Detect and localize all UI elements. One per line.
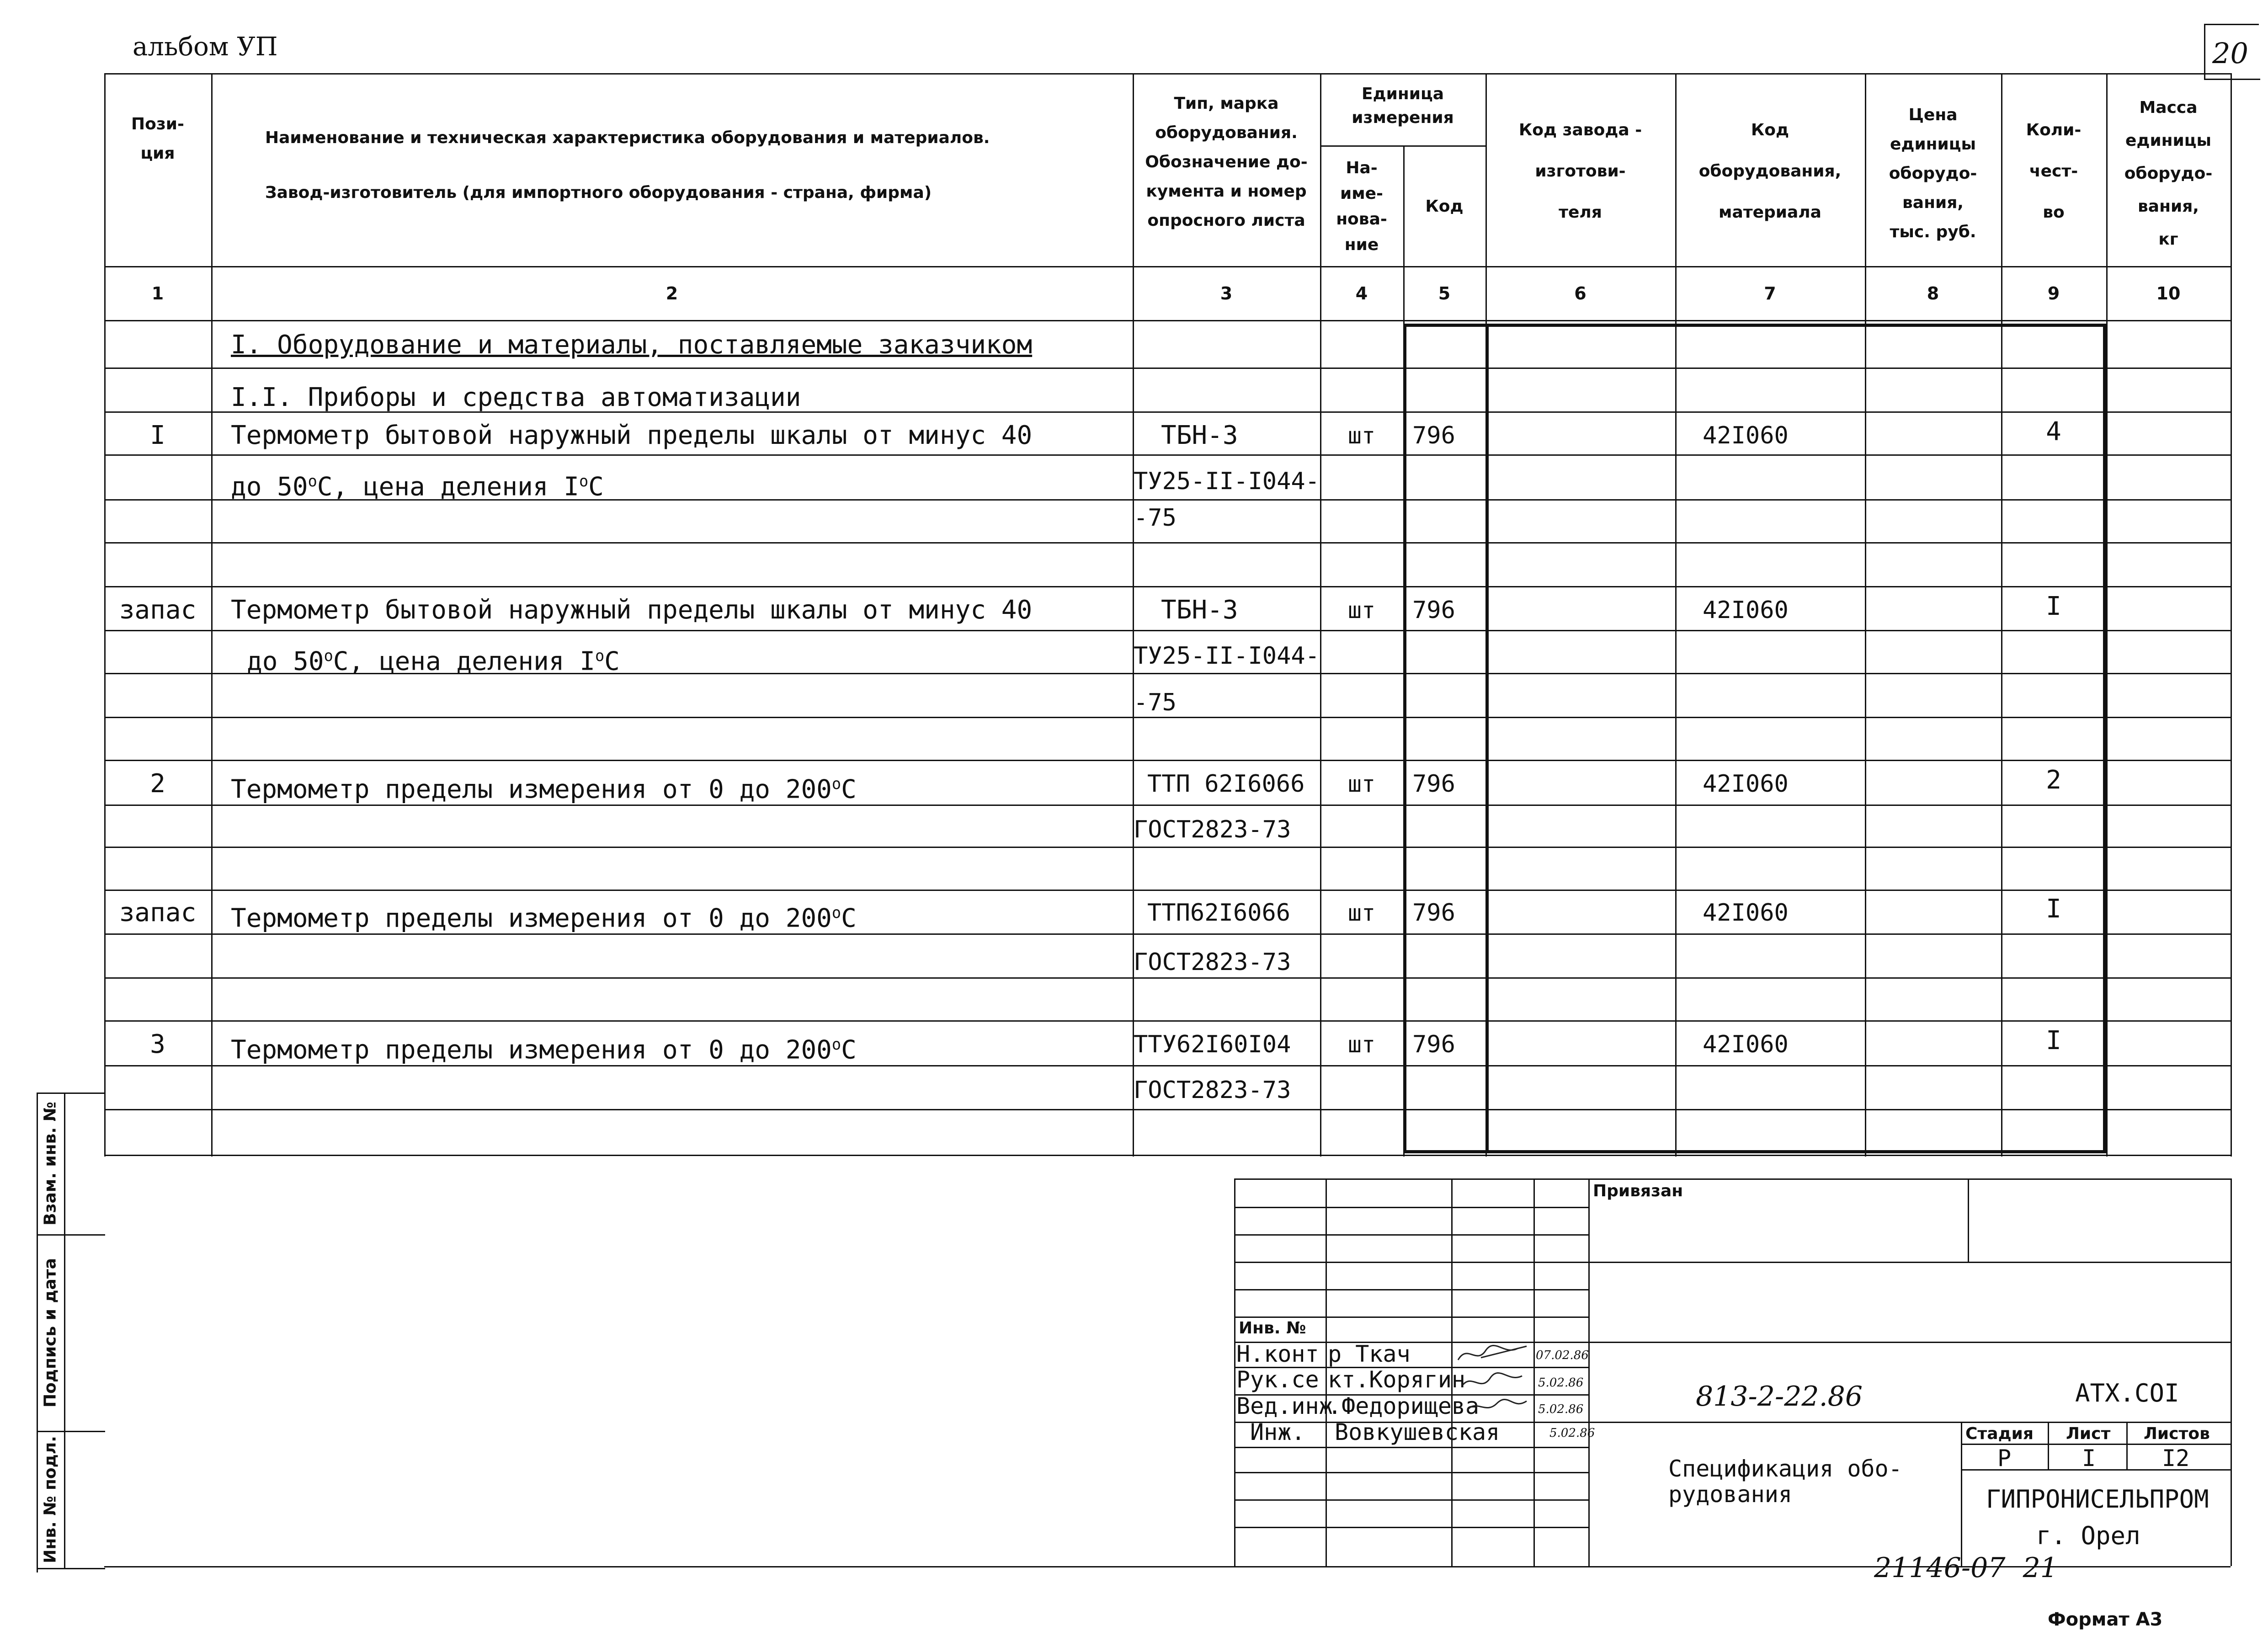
- header-unit-name: На- име- нова- ние: [1336, 159, 1387, 254]
- row5-doc: ГОСТ2823-73: [1134, 1077, 1291, 1104]
- row1-name-line1: Термометр бытовой наружный пределы шкалы от минус 40: [231, 421, 1033, 450]
- colnum-4: 4: [1355, 283, 1368, 304]
- side-strip-left: [37, 1093, 38, 1572]
- format-label: Формат А3: [2048, 1609, 2163, 1630]
- privyazan-label: Привязан: [1593, 1182, 1683, 1200]
- stamp-vzam-inv: Взам. инв. №: [41, 1102, 60, 1226]
- signer-date-3: 5.02.86: [1538, 1402, 1584, 1416]
- album-label: альбом УП: [133, 32, 278, 62]
- row3-doc: ГОСТ2823-73: [1134, 816, 1291, 843]
- stage-value: Р: [1997, 1445, 2012, 1471]
- archive-number: 21146-07 21: [1874, 1552, 2058, 1584]
- colnum-2: 2: [665, 283, 678, 304]
- row1-doc-line2: -75: [1134, 504, 1177, 532]
- row1-unit: шт: [1347, 422, 1376, 449]
- row2-name-line1: Термометр бытовой наружный пределы шкалы от минус 40: [231, 595, 1033, 625]
- header-quantity: Коли- чест- во: [2026, 121, 2082, 222]
- sheet-value: I: [2082, 1445, 2096, 1471]
- row4-unit-code: 796: [1412, 899, 1455, 927]
- stamp-inv-podl: Инв. № подл.: [41, 1436, 60, 1563]
- row5-unit-code: 796: [1412, 1031, 1455, 1058]
- side-strip-line: [37, 1234, 105, 1236]
- header-manufacturer-code: Код завода - изготови- теля: [1518, 121, 1642, 222]
- header-unit: Единица измерения: [1352, 85, 1454, 127]
- row3-equipment-code: 42I060: [1703, 770, 1789, 798]
- subsection-title: I.I. Приборы и средства автоматизации: [231, 383, 801, 412]
- inv-no-label: Инв. №: [1239, 1319, 1306, 1338]
- row1-equipment-code: 42I060: [1703, 422, 1789, 449]
- signer-name-4: Вовкушевская: [1335, 1419, 1500, 1445]
- signer-name-1: р Ткач: [1328, 1341, 1411, 1367]
- signatures: [1453, 1342, 1540, 1424]
- header-unit-code: Код: [1425, 197, 1464, 216]
- row5-type: ТТУ62I60I04: [1134, 1031, 1291, 1058]
- row4-quantity: I: [2046, 894, 2061, 924]
- colnum-1: 1: [151, 283, 164, 304]
- row2-unit: шт: [1347, 597, 1376, 624]
- side-strip-line: [37, 1093, 105, 1094]
- header-equipment-code: Код оборудования, материала: [1698, 121, 1842, 222]
- header-name-line1: Наименование и техническая характеристика оборудования и материалов.: [265, 128, 990, 147]
- sheet-label: Лист: [2066, 1424, 2111, 1443]
- doc-title: Спецификация обо- рудования: [1668, 1455, 1902, 1508]
- signer-role-3: Вед.инж: [1236, 1393, 1333, 1419]
- colnum-6: 6: [1574, 283, 1587, 304]
- row4-type: ТТП62I6066: [1147, 899, 1291, 927]
- row2-quantity: I: [2046, 592, 2061, 621]
- row5-position: 3: [150, 1029, 165, 1059]
- row2-doc-line1: ТУ25-II-I044-: [1134, 642, 1320, 670]
- header-position: Пози- ция: [131, 115, 184, 163]
- signer-role-2: Рук.се: [1236, 1366, 1319, 1393]
- row4-unit: шт: [1347, 900, 1376, 926]
- page-number-topline: [2204, 24, 2259, 25]
- row4-name: Термометр пределы измерения от 0 до $200^оС$: [231, 903, 857, 933]
- row4-doc: ГОСТ2823-73: [1134, 949, 1291, 976]
- row1-type: ТБН-3: [1161, 421, 1238, 450]
- row1-doc-line1: ТУ25-II-I044-: [1134, 468, 1320, 495]
- row3-unit-code: 796: [1412, 770, 1455, 798]
- organization: ГИПРОНИСЕЛЬПРОМ: [1986, 1485, 2209, 1514]
- row3-unit: шт: [1347, 771, 1376, 797]
- row1-position: I: [150, 421, 165, 450]
- row1-name-line2: до $50^оС$, цена деления $I^оС$: [231, 472, 604, 502]
- city: г. Орел: [2036, 1521, 2140, 1550]
- colnum-7: 7: [1764, 283, 1776, 304]
- row1-unit-code: 796: [1412, 422, 1455, 449]
- sheets-value: I2: [2162, 1445, 2190, 1471]
- row2-equipment-code: 42I060: [1703, 597, 1789, 624]
- signer-date-1: 07.02.86: [1536, 1349, 1589, 1362]
- row1-quantity: 4: [2046, 417, 2061, 447]
- side-strip-divider: [64, 1093, 65, 1568]
- row2-name-line2: до $50^оС$, цена деления $I^оС$: [247, 646, 620, 677]
- colnum-9: 9: [2047, 283, 2060, 304]
- row3-position: 2: [150, 769, 165, 799]
- signer-role-1: Н.конт: [1236, 1341, 1319, 1367]
- doc-code: 813-2-22.86: [1696, 1380, 1863, 1412]
- signer-date-4: 5.02.86: [1549, 1426, 1595, 1440]
- row4-position: запас: [119, 898, 197, 927]
- stage-label: Стадия: [1965, 1424, 2034, 1443]
- row5-quantity: I: [2046, 1026, 2061, 1055]
- stamp-podpis-data: Подпись и дата: [41, 1258, 60, 1407]
- row5-name: Термометр пределы измерения от 0 до $200^оС$: [231, 1035, 857, 1065]
- row5-unit: шт: [1347, 1031, 1376, 1058]
- row2-position: запас: [119, 595, 197, 625]
- signer-date-2: 5.02.86: [1538, 1376, 1584, 1390]
- row3-quantity: 2: [2046, 765, 2061, 795]
- colnum-10: 10: [2156, 283, 2181, 304]
- colnum-3: 3: [1220, 283, 1233, 304]
- row5-equipment-code: 42I060: [1703, 1031, 1789, 1058]
- row4-equipment-code: 42I060: [1703, 899, 1789, 927]
- sheets-label: Листов: [2144, 1424, 2210, 1443]
- header-name-line2: Завод-изготовитель (для импортного оборудования - страна, фирма): [265, 183, 932, 202]
- page-number: 20: [2212, 37, 2248, 70]
- section-title: I. Оборудование и материалы, поставляемые заказчиком: [231, 330, 1033, 360]
- header-type: Тип, марка оборудования. Обозначение до- кумента и номер опросного листа: [1145, 94, 1308, 230]
- row3-name: Термометр пределы измерения от 0 до $200^оС$: [231, 774, 857, 805]
- colnum-5: 5: [1438, 283, 1451, 304]
- doc-mark: АТХ.СОI: [2075, 1379, 2179, 1407]
- signer-name-3: .Федорищева: [1328, 1393, 1480, 1419]
- row2-type: ТБН-3: [1161, 595, 1238, 625]
- row2-unit-code: 796: [1412, 597, 1455, 624]
- row2-doc-line2: -75: [1134, 689, 1177, 716]
- colnum-8: 8: [1927, 283, 1939, 304]
- row3-type: ТТП 62I6066: [1147, 770, 1305, 798]
- header-price: Цена единицы оборудо- вания, тыс. руб.: [1889, 106, 1977, 241]
- signer-name-2: кт.Корягин: [1328, 1366, 1466, 1393]
- header-mass: Масса единицы оборудо- вания, кг: [2124, 98, 2213, 249]
- signer-role-4: Инж.: [1250, 1419, 1305, 1445]
